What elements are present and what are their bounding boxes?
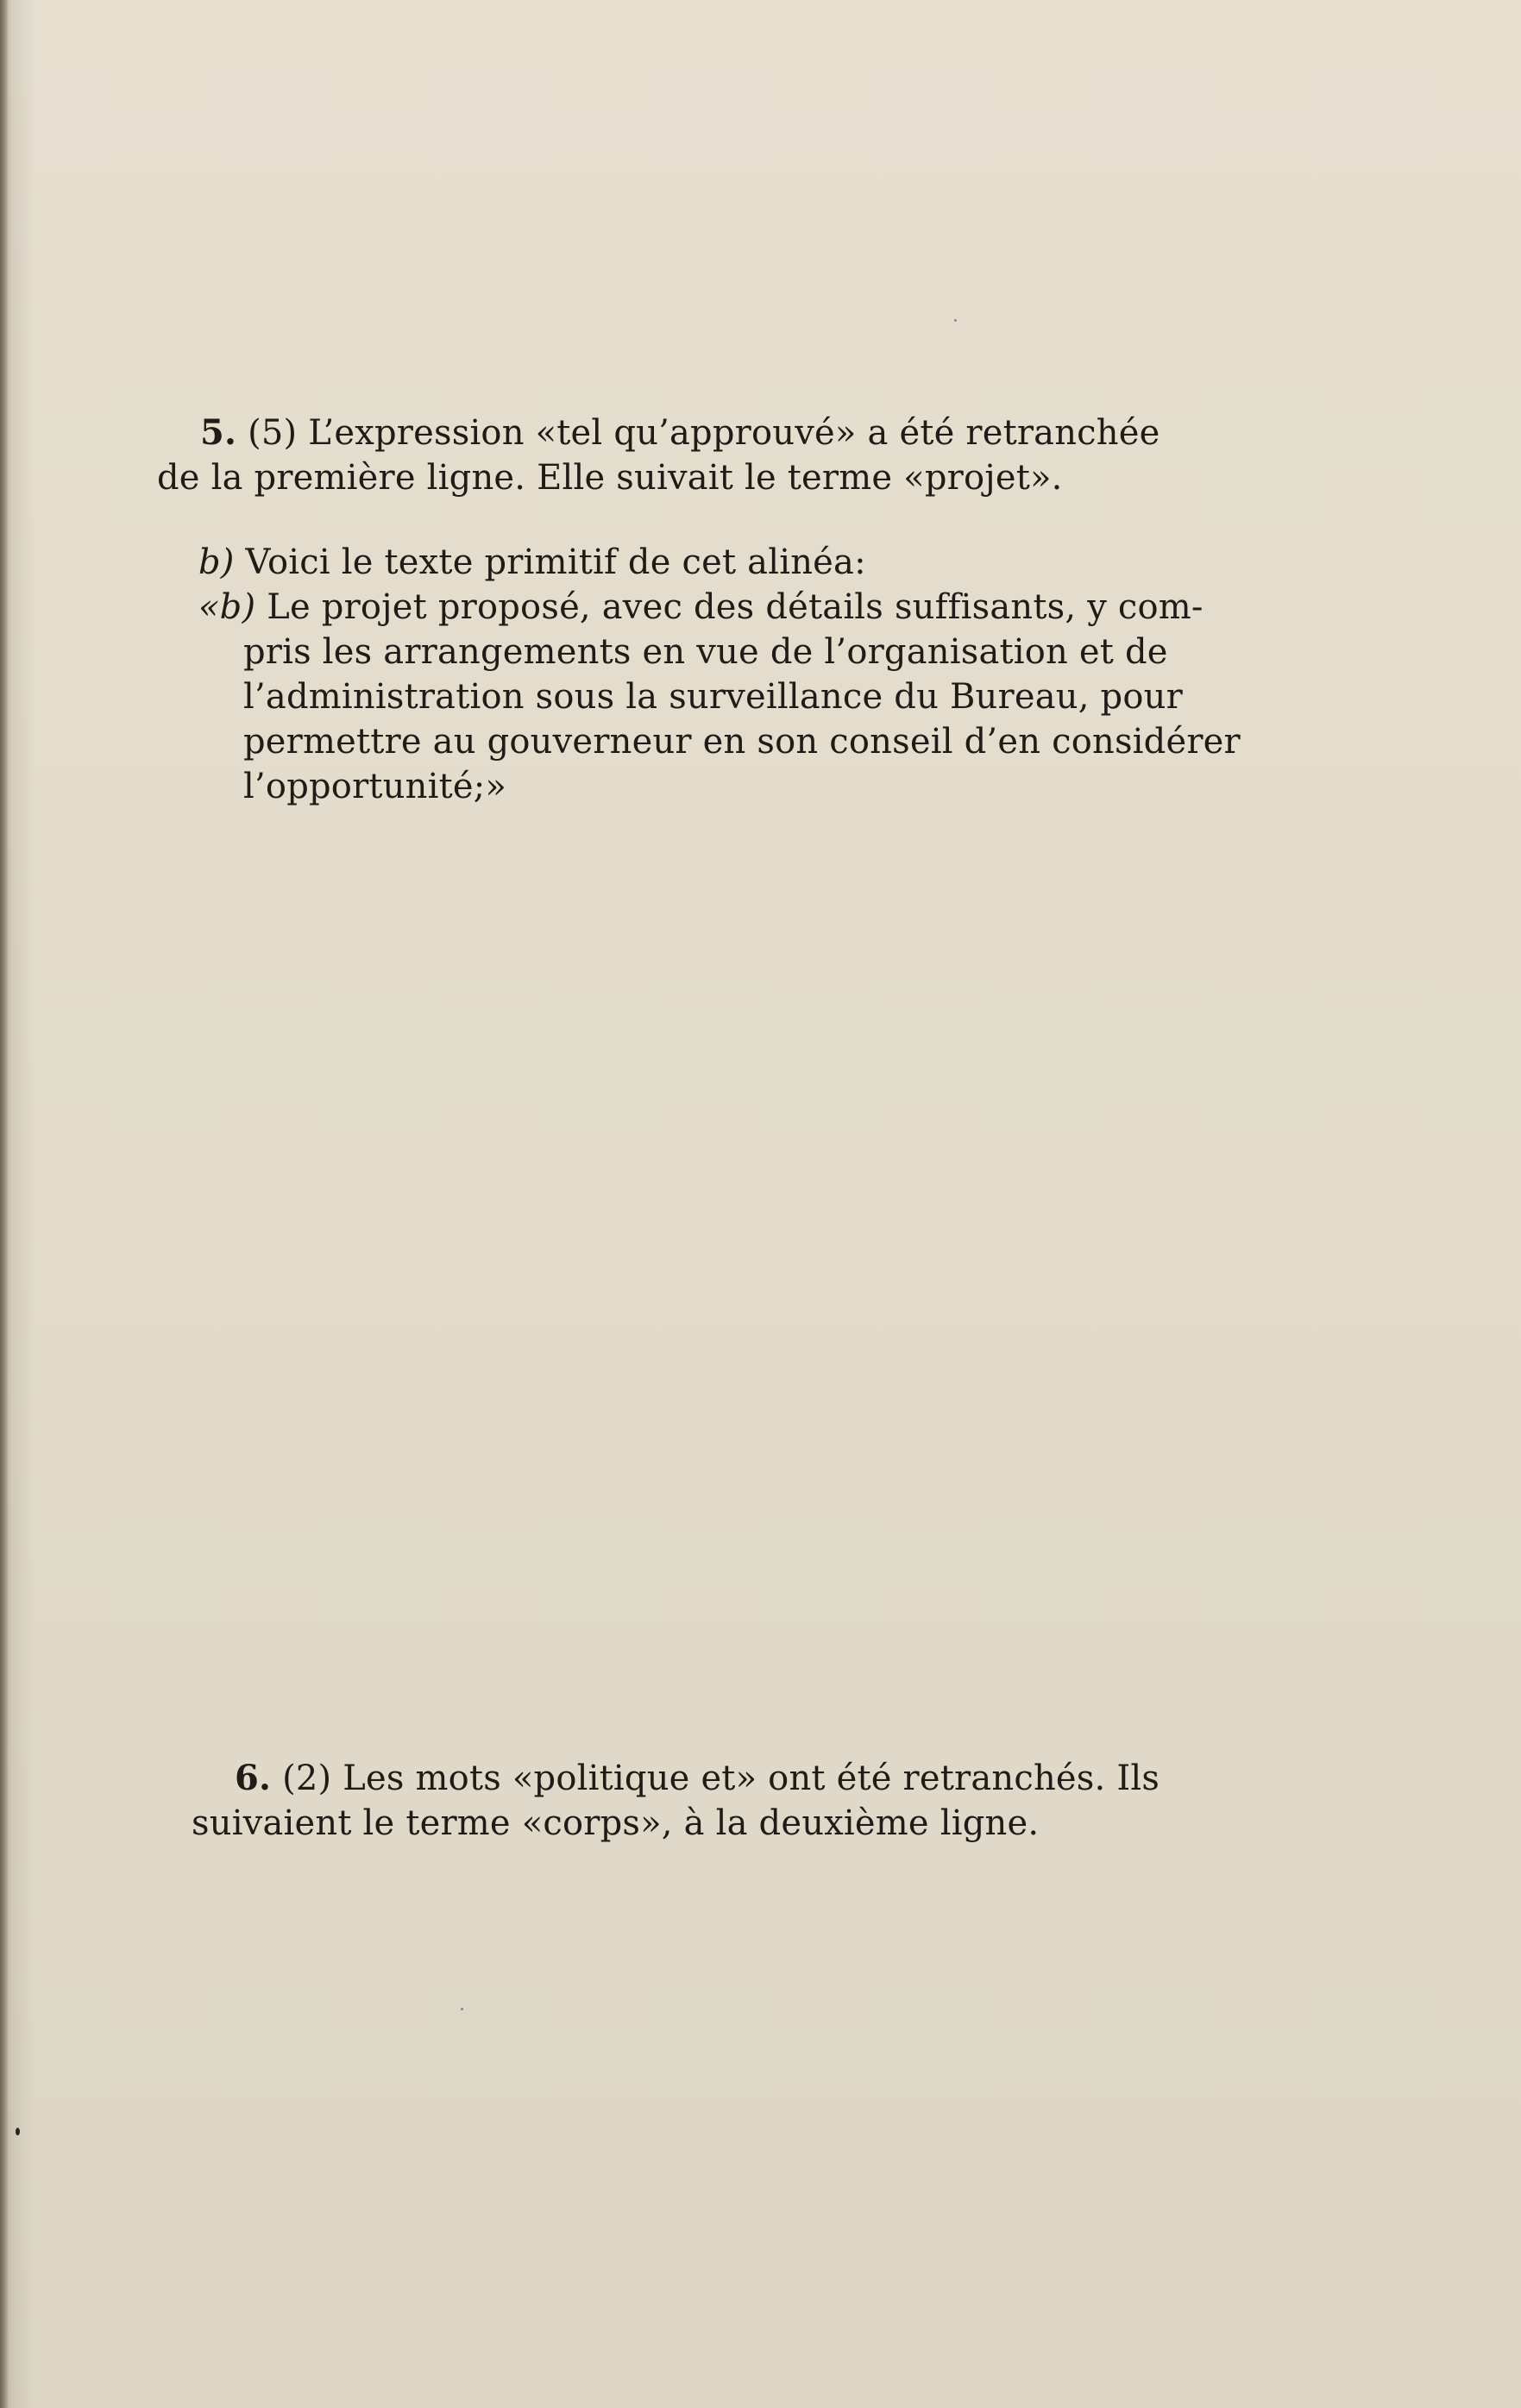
section-number: 6. (235, 1758, 272, 1798)
quote-line-5: l’opportunité;» (243, 767, 507, 806)
section-6 (192, 1756, 1160, 1846)
quote-line-4: permettre au gouverneur en son conseil d’en considérer (243, 722, 1241, 762)
intro-text: Voici le texte primitif de cet alinéa: (245, 542, 866, 582)
section-b-intro (198, 540, 1241, 585)
quote-line-1 (198, 585, 1241, 630)
specks (16, 2128, 20, 2135)
section-number: 5. (200, 412, 237, 453)
section-text: (5) L’expression «tel qu’approuvé» a été retranchée (248, 413, 1160, 453)
section-b (198, 540, 1241, 809)
section-5-line-2: de la première ligne. Elle suivait le terme «projet». (157, 458, 1063, 498)
quote-line-3: l’administration sous la surveillance du Bureau, pour (243, 677, 1183, 717)
book-spine-shadow (0, 0, 9, 2408)
section-6-line-1 (192, 1756, 1160, 1801)
quote-label: «b) (198, 587, 256, 627)
section-text: (2) Les mots «politique et» ont été retranchés. Ils (282, 1759, 1160, 1798)
section-6-line-2: suivaient le terme «corps», à la deuxième ligne. (192, 1803, 1040, 1843)
quote-line-2: pris les arrangements en vue de l’organisation et de (243, 632, 1168, 672)
paragraph-label: b) (198, 542, 235, 582)
quote-text: Le projet proposé, avec des détails suffisants, y com- (267, 587, 1204, 627)
section-5-line-1 (157, 411, 1160, 455)
section-5 (157, 411, 1160, 500)
specks (461, 2008, 463, 2010)
specks (954, 319, 957, 322)
